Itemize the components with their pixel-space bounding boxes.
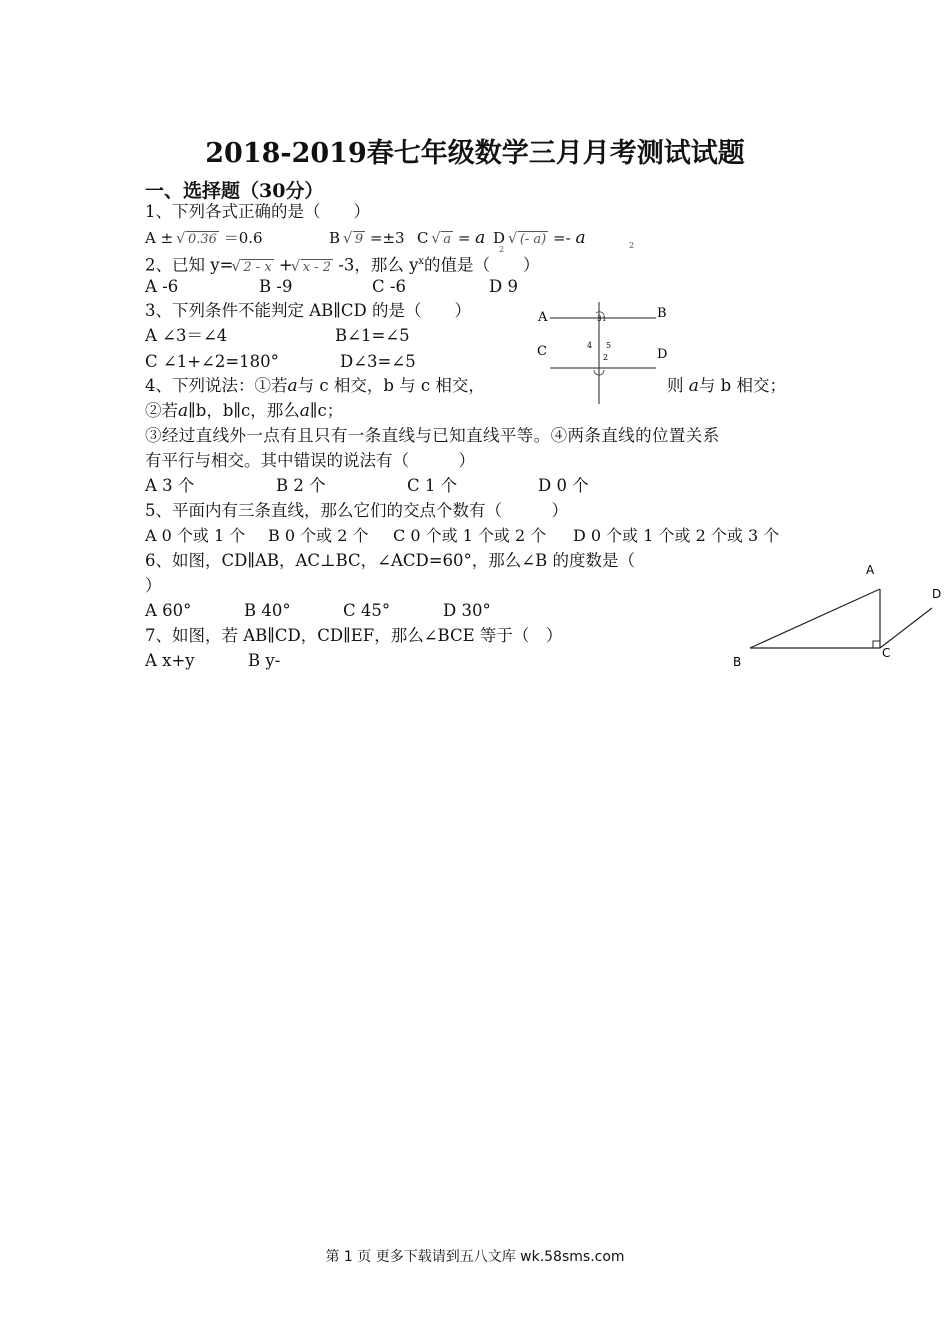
q1-stem: 1、下列各式正确的是（ ） [145, 202, 370, 221]
q1-d-variable: a [575, 228, 586, 248]
q4-line-3: ③经过直线外一点有且只有一条直线与已知直线平等。④两条直线的位置关系 [145, 426, 720, 445]
q7-option-b: B y- [248, 651, 281, 670]
q4-line2-prefix: ②若 [145, 401, 178, 420]
q3-option-c: C ∠1+∠2=180° [145, 352, 279, 371]
q4-line-2 [145, 400, 343, 422]
q4-var-a-2: a [688, 376, 699, 396]
q5-option-b: B 0 个或 2 个 [268, 526, 369, 545]
q1-option-d [493, 227, 586, 251]
q6-right-angle-mark [873, 641, 880, 648]
q1-b-result: =±3 [369, 229, 405, 247]
q3-angle-4: 4 [587, 341, 593, 350]
q1-option-c [417, 227, 485, 251]
q1-b-radical [345, 229, 365, 251]
q4-line-1-end [667, 375, 786, 397]
q5-option-d: D 0 个或 1 个或 2 个或 3 个 [573, 526, 780, 545]
q6-label-c: C [882, 646, 891, 660]
page-title: 2018-2019春七年级数学三月月考测试试题 [205, 138, 745, 169]
section-heading: 一、选择题（30分） [145, 180, 324, 202]
q4-line1-end-prefix: 则 [667, 376, 684, 395]
q6-label-d: D [932, 587, 942, 601]
q4-option-b: B 2 个 [276, 476, 326, 495]
q6-option-c: C 45° [343, 601, 391, 620]
q2-exponent: x [418, 256, 425, 267]
q4-line1-end-post: 与 b 相交； [698, 376, 786, 395]
q6-label-b: B [733, 655, 742, 669]
q1-b-prefix: B [329, 229, 341, 247]
q1-option-b [329, 227, 405, 251]
q4-line2-end: ∥c； [309, 401, 344, 420]
q2-radicand-2: x - 2 [302, 259, 331, 275]
q5-option-c: C 0 个或 1 个或 2 个 [393, 526, 547, 545]
q2-plus: + [278, 255, 293, 275]
q3-angle-2: 2 [603, 353, 609, 362]
q3-stem: 3、下列条件不能判定 AB∥CD 的是（ ） [145, 301, 472, 320]
q2-radicand-1: 2 - x [243, 259, 272, 275]
q3-option-d: D∠3=∠5 [340, 352, 416, 371]
q2-prefix: 2、已知 y= [145, 255, 234, 275]
q6-line-ab [750, 589, 880, 648]
q6-stem: 6、如图，CD∥AB，AC⊥BC，∠ACD=60°，那么∠B 的度数是（ [145, 551, 635, 570]
q1-a-radicand: 0.36 [187, 232, 217, 247]
q6-option-a: A 60° [145, 601, 192, 620]
q3-label-a: A [538, 310, 548, 325]
q4-line1-middle: 与 c 相交，b 与 c 相交， [297, 376, 485, 395]
q2-option-a: A -6 [145, 277, 179, 296]
q2-option-b: B -9 [259, 277, 293, 296]
q2-option-c: C -6 [372, 277, 406, 296]
page-footer: 第 1 页 更多下载请到五八文库 wk.58sms.com [325, 1249, 625, 1265]
q1-d-subscript: 2 [499, 245, 505, 254]
q1-b-radicand: 9 [354, 232, 364, 247]
q6-option-b: B 40° [244, 601, 291, 620]
q4-line1-prefix: 4、下列说法：①若 [145, 376, 288, 395]
q7-stem: 7、如图，若 AB∥CD，CD∥EF，那么∠BCE 等于（ ） [145, 626, 563, 645]
q1-c-prefix: C [417, 229, 429, 247]
q6-stem-cont: ） [145, 576, 162, 595]
q4-line-4: 有平行与相交。其中错误的说法有（ ） [145, 451, 475, 470]
q3-label-b: B [657, 306, 667, 321]
q7-option-a: A x+y [145, 651, 195, 670]
q4-var-a-4: a [299, 401, 310, 421]
q4-var-a-3: a [178, 401, 189, 421]
q6-figure [725, 560, 947, 675]
q4-line-1 [145, 375, 485, 397]
q1-a-prefix: A ± [145, 229, 174, 247]
q1-d-radical [510, 229, 548, 251]
q1-option-a [145, 227, 263, 251]
q6-option-d: D 30° [443, 601, 491, 620]
q1-a-result: ＝0.6 [223, 229, 263, 247]
q1-a-radical [178, 229, 219, 251]
q4-option-a: A 3 个 [145, 476, 195, 495]
q6-line-cd [880, 608, 932, 648]
q4-var-a-1: a [287, 376, 298, 396]
q3-angle-5: 5 [606, 341, 612, 350]
q2-stem [145, 251, 540, 279]
q3-angle-1: 1 [602, 315, 607, 323]
q1-d-result: =- [553, 229, 571, 247]
q6-label-a: A [866, 563, 875, 577]
q2-end: 的值是（ ） [424, 255, 540, 275]
q3-figure [530, 298, 675, 408]
q5-stem: 5、平面内有三条直线，那么它们的交点个数有（ ） [145, 501, 568, 520]
q1-d-radicand: (- a) [519, 232, 547, 247]
q3-option-a: A ∠3＝∠4 [145, 326, 228, 345]
q1-c-variable: a [475, 228, 486, 248]
q1-c-equals: = [457, 229, 471, 247]
q2-radical-2 [293, 257, 333, 279]
q3-label-d: D [657, 347, 668, 362]
q3-option-b: B∠1=∠5 [335, 326, 410, 345]
q4-option-d: D 0 个 [538, 476, 589, 495]
q1-d-prefix: D [493, 229, 506, 247]
q3-angle-3: 3 [597, 315, 602, 323]
q1-c-radicand: a [443, 232, 452, 247]
q1-d-superscript: 2 [629, 241, 635, 250]
q1-c-radical [433, 229, 453, 251]
q4-line2-middle: ∥b，b∥c，那么 [188, 401, 300, 420]
q4-option-c: C 1 个 [407, 476, 458, 495]
q3-label-c: C [537, 344, 547, 359]
q2-option-d: D 9 [489, 277, 518, 296]
q2-middle: -3，那么 y [338, 255, 419, 275]
q5-option-a: A 0 个或 1 个 [145, 526, 246, 545]
